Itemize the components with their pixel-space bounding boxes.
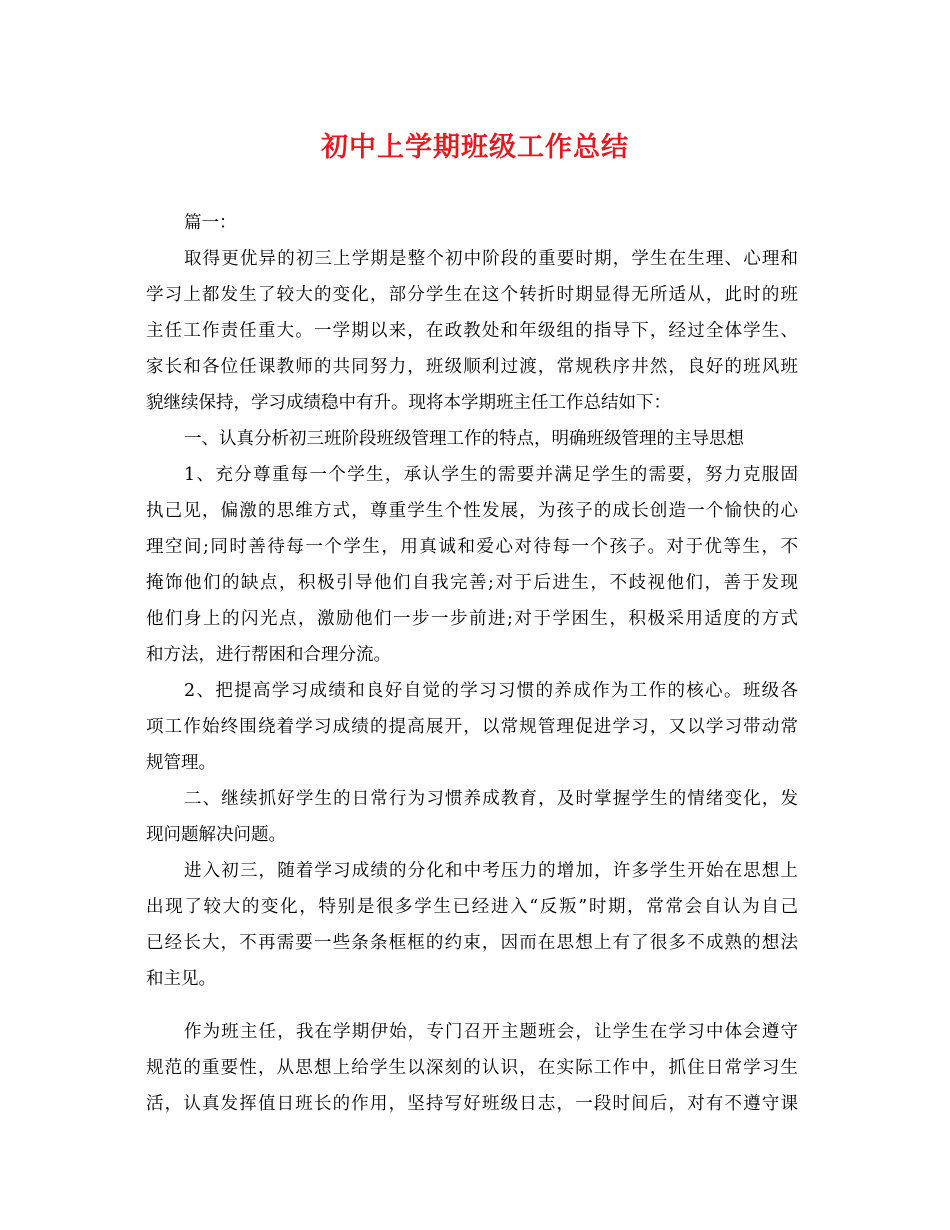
paragraph-line: 掩饰他们的缺点，积极引导他们自我完善;对于后进生，不歧视他们，善于发现 [146,573,798,593]
paragraph-line: 执己见，偏激的思维方式，尊重学生个性发展，为孩子的成长创造一个愉快的心 [146,501,798,521]
paragraph-line: 已经长大，不再需要一些条条框框的约束，因而在思想上有了很多不成熟的想法 [146,933,798,953]
paragraph-line: 理空间;同时善待每一个学生，用真诚和爱心对待每一个孩子。对于优等生，不 [146,537,798,557]
paragraph-line: 活，认真发挥值日班长的作用，坚持写好班级日志，一段时间后，对有不遵守课 [146,1094,798,1114]
paragraph-line: 和方法，进行帮困和合理分流。 [146,645,391,665]
paragraph-line: 规范的重要性，从思想上给学生以深刻的认识，在实际工作中，抓住日常学习生 [146,1058,798,1078]
paragraph-line: 进入初三，随着学习成绩的分化和中考压力的增加，许多学生开始在思想上 [184,861,798,881]
paragraph-line: 出现了较大的变化，特别是很多学生已经进入“反叛”时期，常常会自认为自己 [146,897,798,917]
paragraph-line: 规管理。 [146,753,216,773]
paragraph-line: 取得更优异的初三上学期是整个初中阶段的重要时期，学生在生理、心理和 [184,249,798,269]
paragraph-line: 2、把提高学习成绩和良好自觉的学习习惯的养成作为工作的核心。班级各 [184,681,798,701]
paragraph-line: 二、继续抓好学生的日常行为习惯养成教育，及时掌握学生的情绪变化，发 [184,789,798,809]
paragraph-line: 作为班主任，我在学期伊始，专门召开主题班会，让学生在学习中体会遵守 [184,1022,798,1042]
paragraph-line: 现问题解决问题。 [146,825,286,845]
paragraph-line: 一、认真分析初三班阶段班级管理工作的特点，明确班级管理的主导思想 [184,429,744,449]
paragraph-line: 和主见。 [146,969,216,989]
paragraph-line: 学习上都发生了较大的变化，部分学生在这个转折时期显得无所适从，此时的班 [146,285,798,305]
paragraph-line: 主任工作责任重大。一学期以来，在政教处和年级组的指导下，经过全体学生、 [146,321,798,341]
paragraph-line: 他们身上的闪光点，激励他们一步一步前进;对于学困生，积极采用适度的方式 [146,609,798,629]
paragraph-line: 项工作始终围绕着学习成绩的提高展开，以常规管理促进学习，又以学习带动常 [146,717,798,737]
paragraph-line: 貌继续保持，学习成绩稳中有升。现将本学期班主任工作总结如下： [146,393,671,413]
paragraph-line: 家长和各位任课教师的共同努力，班级顺利过渡，常规秩序井然，良好的班风班 [146,357,798,377]
paragraph-line: 1、充分尊重每一个学生，承认学生的需要并满足学生的需要，努力克服固 [184,465,798,485]
document-title: 初中上学期班级工作总结 [321,132,629,163]
paragraph-line: 篇一： [184,213,237,233]
